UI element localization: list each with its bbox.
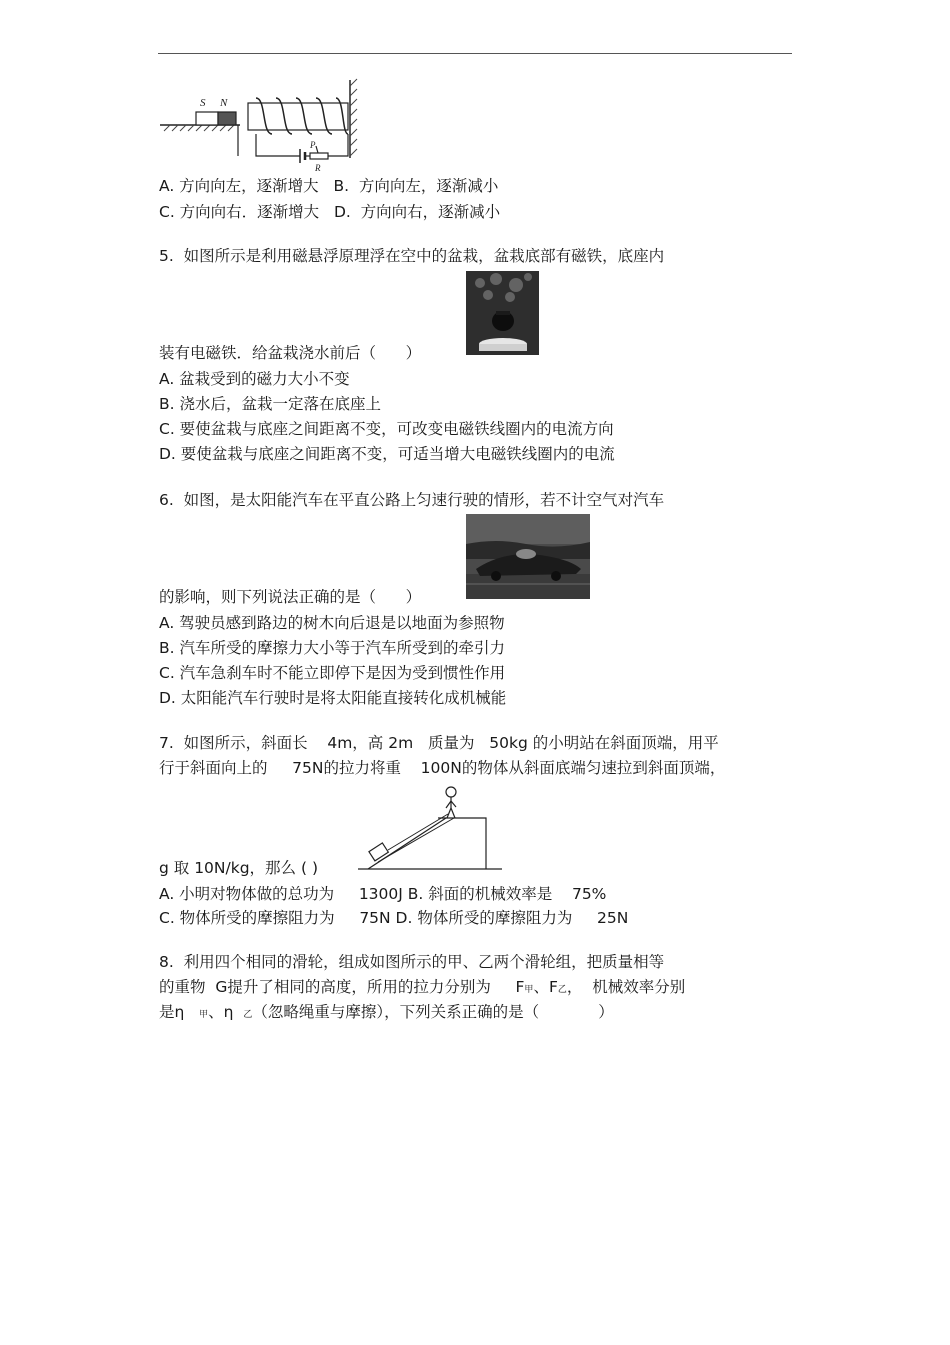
q4-option-cd: C. 方向向右．逐渐增大 D. 方向向右，逐渐减小: [159, 203, 501, 221]
resistor-r-label: R: [315, 163, 321, 173]
q5-option-a: A. 盆栽受到的磁力大小不变: [159, 370, 350, 388]
q8-line2-tail: ， 机械效率分别: [566, 978, 686, 996]
sub-jia: 甲: [524, 985, 534, 995]
slider-p-label: P: [310, 140, 316, 150]
q5-stem-line2: 装有电磁铁．给盆栽浇水前后（ ）: [159, 344, 422, 362]
solar-car-photo: [466, 514, 590, 599]
q8-eta1: 是η: [159, 1003, 185, 1021]
q7-stem-line2: 行于斜面向上的 75N的拉力将重 100N的物体从斜面底端匀速拉到斜面顶端，: [159, 759, 726, 777]
q4-option-ab: A. 方向向左，逐渐增大 B. 方向向左，逐渐减小: [159, 177, 499, 195]
q6-option-a: A. 驾驶员感到路边的树木向后退是以地面为参照物: [159, 614, 505, 632]
q7-option-ab: A. 小明对物体做的总功为 1300J B. 斜面的机械效率是 75%: [159, 885, 607, 903]
sub-yi: 乙: [557, 985, 567, 995]
q7-option-cd: C. 物体所受的摩擦阻力为 75N D. 物体所受的摩擦阻力为 25N: [159, 909, 629, 927]
incline-figure: [358, 780, 508, 872]
eta-sub-jia: 甲: [199, 1010, 209, 1020]
q8-eta2: 、η: [208, 1003, 234, 1021]
q6-stem-line1: 6. 如图，是太阳能汽车在平直公路上匀速行驶的情形，若不计空气对汽车: [159, 491, 665, 509]
magnet-n-label: N: [220, 97, 228, 109]
q8-stem-line2: [159, 977, 685, 1000]
q8-line3-tail: （忽略绳重与摩擦），下列关系正确的是（ ）: [252, 1003, 614, 1021]
q8-sep: 、F: [533, 978, 558, 996]
q6-option-b: B. 汽车所受的摩擦力大小等于汽车所受到的牵引力: [159, 639, 505, 657]
q6-option-c: C. 汽车急刹车时不能立即停下是因为受到惯性作用: [159, 664, 506, 682]
q5-stem-line1: 5. 如图所示是利用磁悬浮原理浮在空中的盆栽，盆栽底部有磁铁，底座内: [159, 247, 665, 265]
electromagnet-figure: [160, 76, 365, 176]
top-rule: [158, 53, 792, 54]
q8-stem-line1: 8. 利用四个相同的滑轮，组成如图所示的甲、乙两个滑轮组，把质量相等: [159, 953, 665, 971]
eta-sub-yi: 乙: [243, 1010, 253, 1020]
q8-line2-text: 的重物 G提升了相同的高度，所用的拉力分别为 F: [159, 978, 525, 996]
q7-stem-line1: 7. 如图所示，斜面长 4m，高 2m 质量为 50kg 的小明站在斜面顶端，用平: [159, 734, 719, 752]
levitating-plant-photo: [466, 271, 539, 355]
q5-option-d: D. 要使盆栽与底座之间距离不变，可适当增大电磁铁线圈内的电流: [159, 445, 615, 463]
q6-stem-line2: 的影响，则下列说法正确的是（ ）: [159, 588, 422, 606]
q8-stem-line3: [159, 1002, 614, 1025]
q5-option-b: B. 浇水后，盆栽一定落在底座上: [159, 395, 381, 413]
q5-option-c: C. 要使盆栽与底座之间距离不变，可改变电磁铁线圈内的电流方向: [159, 420, 614, 438]
q7-stem-line3: g 取 10N/kg，那么 ( ): [159, 859, 318, 877]
magnet-s-label: S: [200, 97, 206, 109]
q6-option-d: D. 太阳能汽车行驶时是将太阳能直接转化成机械能: [159, 689, 507, 707]
